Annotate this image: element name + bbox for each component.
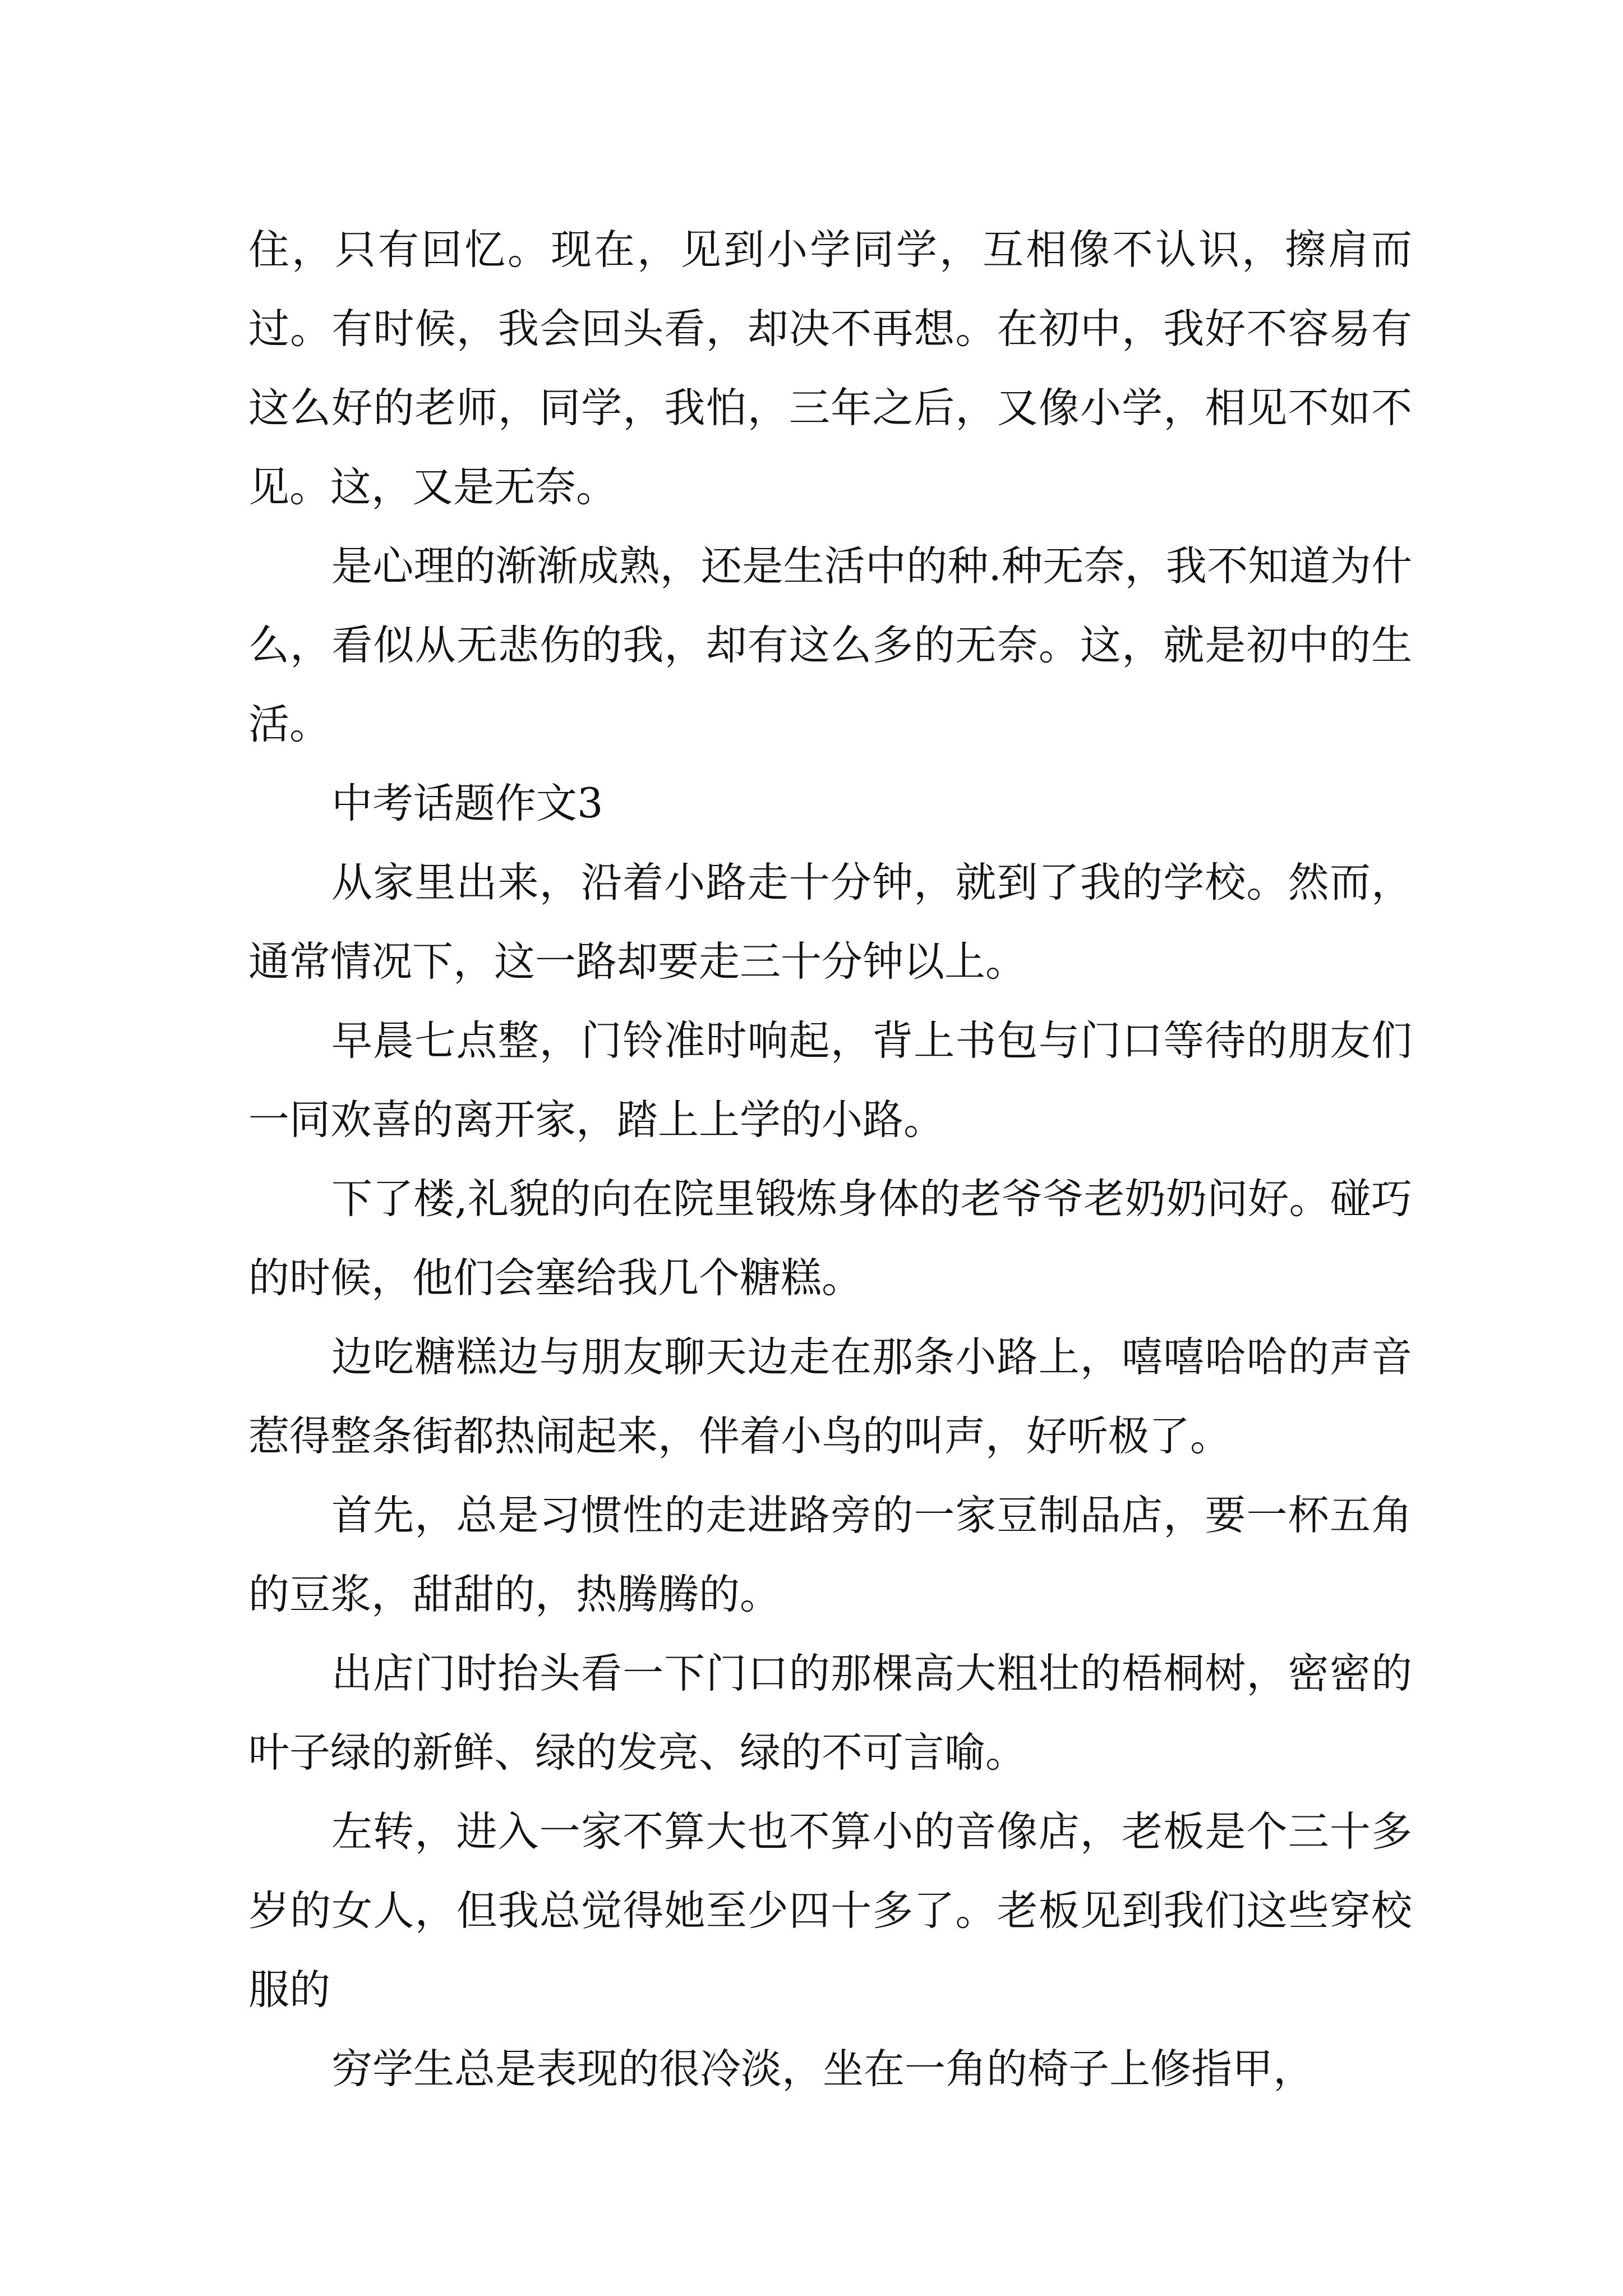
paragraph-3: 从家里出来，沿着小路走十分钟，就到了我的学校。然而，通常情况下，这一路却要走三十分钟以上。: [248, 859, 1412, 986]
paragraph-4: 早晨七点整，门铃准时响起，背上书包与门口等待的朋友们一同欢喜的离开家，踏上上学的小路。: [248, 1017, 1412, 1144]
paragraph-5: 下了楼,礼貌的向在院里锻炼身体的老爷爷老奶奶问好。碰巧的时候，他们会塞给我几个糖糕。: [248, 1175, 1412, 1302]
document-body: [248, 210, 1412, 2109]
paragraph-10: 穷学生总是表现的很冷淡，坐在一角的椅子上修指甲，: [331, 2045, 1314, 2093]
paragraph-2: 是心理的渐渐成熟，还是生活中的种.种无奈，我不知道为什么，看似从无悲伤的我，却有这么多的无奈。这，就是初中的生活。: [248, 542, 1412, 748]
paragraph-9: 左转，进入一家不算大也不算小的音像店，老板是个三十多岁的女人，但我总觉得她至少四十多了。老板见到我们这些穿校服的: [248, 1808, 1412, 2014]
paragraph-8: 出店门时抬头看一下门口的那棵高大粗壮的梧桐树，密密的叶子绿的新鲜、绿的发亮、绿的不可言喻。: [248, 1650, 1412, 1777]
section-heading: 中考话题作文3: [331, 780, 603, 827]
paragraph-6: 边吃糖糕边与朋友聊天边走在那条小路上，嘻嘻哈哈的声音惹得整条街都热闹起来，伴着小鸟的叫声，好听极了。: [248, 1333, 1412, 1460]
paragraph-7: 首先，总是习惯性的走进路旁的一家豆制品店，要一杯五角的豆浆，甜甜的，热腾腾的。: [248, 1492, 1412, 1618]
paragraph-1: 住，只有回忆。现在，见到小学同学，互相像不认识，擦肩而过。有时候，我会回头看，却决不再想。在初中，我好不容易有这么好的老师，同学，我怕，三年之后，又像小学，相见不如不见。这，又是无奈。: [248, 226, 1412, 511]
